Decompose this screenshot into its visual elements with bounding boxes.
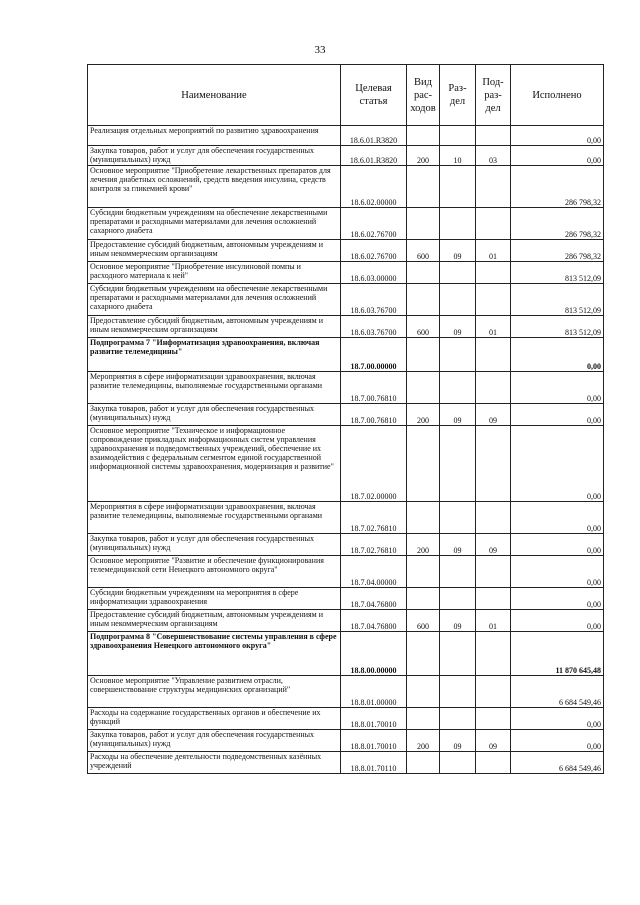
row-amount: 0,00 <box>511 610 604 632</box>
row-name: Основное мероприятие "Техническое и информационное сопровождение прикладных информационных систем управления здравоохранения и подведомственных учреждений, обеспечение их взаимодействия с федеральным сегментом единой государственной информационной системы здравоохранения, модернизация и развитие" <box>88 426 341 502</box>
row-name: Подпрограмма 8 "Совершенствование системы управления в сфере здравоохранения Ненецкого автономного округа" <box>88 632 341 676</box>
row-expense-type: 600 <box>407 240 440 262</box>
row-target-article: 18.8.01.70010 <box>341 730 407 752</box>
row-amount: 6 684 549,46 <box>511 676 604 708</box>
row-expense-type <box>407 556 440 588</box>
row-amount: 0,00 <box>511 730 604 752</box>
row-section: 09 <box>440 240 476 262</box>
row-expense-type <box>407 338 440 372</box>
row-expense-type: 600 <box>407 316 440 338</box>
row-expense-type <box>407 676 440 708</box>
row-name: Субсидии бюджетным учреждениям на обеспечение лекарственными препаратами и расходными материалами для лечения осложнений сахарного диабета <box>88 284 341 316</box>
row-subsection <box>476 556 511 588</box>
row-name: Подпрограмма 7 "Информатизация здравоохранения, включая развитие телемедицины" <box>88 338 341 372</box>
row-subsection <box>476 166 511 208</box>
row-section <box>440 632 476 676</box>
table-row <box>88 126 604 146</box>
row-name: Расходы на содержание государственных органов и обеспечение их функций <box>88 708 341 730</box>
row-name: Основное мероприятие "Развитие и обеспечение функционирования телемедицинской сети Ненецкого автономного округа" <box>88 556 341 588</box>
row-expense-type <box>407 126 440 146</box>
row-target-article: 18.7.04.76800 <box>341 588 407 610</box>
row-amount: 0,00 <box>511 372 604 404</box>
table-row <box>88 426 604 502</box>
row-subsection <box>476 502 511 534</box>
row-target-article: 18.7.00.00000 <box>341 338 407 372</box>
row-name: Основное мероприятие "Управление развитием отрасли, совершенствование структуры медицинских организаций" <box>88 676 341 708</box>
row-section <box>440 262 476 284</box>
row-target-article: 18.6.02.00000 <box>341 166 407 208</box>
row-section: 09 <box>440 534 476 556</box>
table-row <box>88 262 604 284</box>
row-expense-type <box>407 426 440 502</box>
row-amount: 286 798,32 <box>511 208 604 240</box>
row-target-article: 18.7.02.00000 <box>341 426 407 502</box>
row-target-article: 18.7.02.76810 <box>341 534 407 556</box>
row-expense-type <box>407 208 440 240</box>
page-number: 33 <box>314 44 326 56</box>
header-subsection: Под-раз-дел <box>476 65 511 126</box>
row-name: Основное мероприятие "Приобретение лекарственных препаратов для лечения диабетных осложнений, средств введения инсулина, средств контроля за гликемией крови" <box>88 166 341 208</box>
row-subsection <box>476 284 511 316</box>
table-row <box>88 338 604 372</box>
row-section <box>440 502 476 534</box>
row-amount: 286 798,32 <box>511 166 604 208</box>
row-target-article: 18.8.01.70010 <box>341 708 407 730</box>
row-section: 10 <box>440 146 476 166</box>
row-section <box>440 588 476 610</box>
row-subsection: 09 <box>476 730 511 752</box>
row-target-article: 18.8.00.00000 <box>341 632 407 676</box>
row-name: Мероприятия в сфере информатизации здравоохранения, включая развитие телемедицины, выполняемые государственными органами <box>88 372 341 404</box>
row-expense-type <box>407 588 440 610</box>
row-amount: 0,00 <box>511 404 604 426</box>
row-amount: 0,00 <box>511 146 604 166</box>
row-name: Предоставление субсидий бюджетным, автономным учреждениям и иным некоммерческим организациям <box>88 610 341 632</box>
row-target-article: 18.6.03.76700 <box>341 284 407 316</box>
row-amount: 6 684 549,46 <box>511 752 604 774</box>
row-target-article: 18.7.00.76810 <box>341 372 407 404</box>
row-subsection <box>476 338 511 372</box>
row-section <box>440 284 476 316</box>
row-target-article: 18.7.02.76810 <box>341 502 407 534</box>
row-subsection: 01 <box>476 610 511 632</box>
row-section: 09 <box>440 316 476 338</box>
row-target-article: 18.6.03.76700 <box>341 316 407 338</box>
row-section <box>440 752 476 774</box>
table-header-row <box>88 65 604 126</box>
budget-execution-table <box>87 64 604 774</box>
row-expense-type <box>407 632 440 676</box>
row-target-article: 18.6.02.76700 <box>341 208 407 240</box>
row-name: Закупка товаров, работ и услуг для обеспечения государственных (муниципальных) нужд <box>88 534 341 556</box>
row-expense-type: 200 <box>407 730 440 752</box>
row-amount: 813 512,09 <box>511 262 604 284</box>
row-amount: 0,00 <box>511 588 604 610</box>
row-name: Субсидии бюджетным учреждениям на обеспечение лекарственными препаратами и расходными материалами для лечения осложнений сахарного диабета <box>88 208 341 240</box>
table-row <box>88 676 604 708</box>
row-section <box>440 556 476 588</box>
row-subsection <box>476 208 511 240</box>
row-target-article: 18.6.01.R3820 <box>341 146 407 166</box>
row-amount: 0,00 <box>511 556 604 588</box>
row-target-article: 18.6.01.R3820 <box>341 126 407 146</box>
row-section: 09 <box>440 610 476 632</box>
header-name: Наименование <box>88 65 341 126</box>
table-body <box>88 126 604 774</box>
table-row <box>88 240 604 262</box>
row-amount: 0,00 <box>511 534 604 556</box>
row-expense-type <box>407 372 440 404</box>
row-section: 09 <box>440 404 476 426</box>
row-subsection <box>476 588 511 610</box>
row-target-article: 18.8.01.70110 <box>341 752 407 774</box>
row-amount: 286 798,32 <box>511 240 604 262</box>
row-subsection: 01 <box>476 316 511 338</box>
table-row <box>88 284 604 316</box>
row-expense-type <box>407 708 440 730</box>
table-row <box>88 166 604 208</box>
row-subsection <box>476 676 511 708</box>
table-row <box>88 534 604 556</box>
row-subsection <box>476 752 511 774</box>
row-subsection <box>476 262 511 284</box>
row-expense-type: 200 <box>407 534 440 556</box>
row-subsection <box>476 708 511 730</box>
row-subsection: 09 <box>476 534 511 556</box>
row-section <box>440 426 476 502</box>
row-subsection: 09 <box>476 404 511 426</box>
table-row <box>88 404 604 426</box>
row-expense-type: 200 <box>407 404 440 426</box>
row-expense-type <box>407 262 440 284</box>
row-expense-type <box>407 502 440 534</box>
header-executed: Исполнено <box>511 65 604 126</box>
header-target-article: Целевая статья <box>341 65 407 126</box>
row-amount: 11 870 645,48 <box>511 632 604 676</box>
row-section <box>440 166 476 208</box>
row-section <box>440 126 476 146</box>
row-name: Мероприятия в сфере информатизации здравоохранения, включая развитие телемедицины, выполняемые государственными органами <box>88 502 341 534</box>
row-subsection <box>476 632 511 676</box>
row-amount: 0,00 <box>511 426 604 502</box>
row-amount: 0,00 <box>511 502 604 534</box>
table-row <box>88 556 604 588</box>
row-name: Предоставление субсидий бюджетным, автономным учреждениям и иным некоммерческим организациям <box>88 316 341 338</box>
row-expense-type <box>407 166 440 208</box>
table-row <box>88 316 604 338</box>
row-subsection: 03 <box>476 146 511 166</box>
header-section: Раз-дел <box>440 65 476 126</box>
table-row <box>88 752 604 774</box>
row-target-article: 18.6.03.00000 <box>341 262 407 284</box>
row-target-article: 18.6.02.76700 <box>341 240 407 262</box>
row-name: Основное мероприятие "Приобретение инсулиновой помпы и расходного материала к ней" <box>88 262 341 284</box>
row-section <box>440 338 476 372</box>
row-name: Реализация отдельных мероприятий по развитию здравоохранения <box>88 126 341 146</box>
row-expense-type <box>407 284 440 316</box>
table-row <box>88 610 604 632</box>
table-row <box>88 588 604 610</box>
row-name: Расходы на обеспечение деятельности подведомственных казённых учреждений <box>88 752 341 774</box>
table-row <box>88 730 604 752</box>
table-row <box>88 502 604 534</box>
row-name: Закупка товаров, работ и услуг для обеспечения государственных (муниципальных) нужд <box>88 730 341 752</box>
row-amount: 0,00 <box>511 708 604 730</box>
row-subsection <box>476 426 511 502</box>
row-target-article: 18.7.04.76800 <box>341 610 407 632</box>
row-subsection <box>476 126 511 146</box>
table-row <box>88 632 604 676</box>
header-expense-type: Вид рас-ходов <box>407 65 440 126</box>
row-subsection <box>476 372 511 404</box>
table-row <box>88 208 604 240</box>
row-name: Закупка товаров, работ и услуг для обеспечения государственных (муниципальных) нужд <box>88 404 341 426</box>
row-amount: 813 512,09 <box>511 284 604 316</box>
row-section <box>440 372 476 404</box>
table-row <box>88 372 604 404</box>
row-amount: 0,00 <box>511 338 604 372</box>
row-target-article: 18.7.00.76810 <box>341 404 407 426</box>
row-expense-type <box>407 752 440 774</box>
row-expense-type: 200 <box>407 146 440 166</box>
row-expense-type: 600 <box>407 610 440 632</box>
row-name: Предоставление субсидий бюджетным, автономным учреждениям и иным некоммерческим организациям <box>88 240 341 262</box>
row-target-article: 18.7.04.00000 <box>341 556 407 588</box>
row-name: Субсидии бюджетным учреждениям на мероприятия в сфере информатизации здравоохранения <box>88 588 341 610</box>
table-row <box>88 708 604 730</box>
row-section <box>440 708 476 730</box>
row-section <box>440 208 476 240</box>
row-section: 09 <box>440 730 476 752</box>
row-amount: 813 512,09 <box>511 316 604 338</box>
row-name: Закупка товаров, работ и услуг для обеспечения государственных (муниципальных) нужд <box>88 146 341 166</box>
row-subsection: 01 <box>476 240 511 262</box>
table-row <box>88 146 604 166</box>
row-amount: 0,00 <box>511 126 604 146</box>
row-section <box>440 676 476 708</box>
row-target-article: 18.8.01.00000 <box>341 676 407 708</box>
